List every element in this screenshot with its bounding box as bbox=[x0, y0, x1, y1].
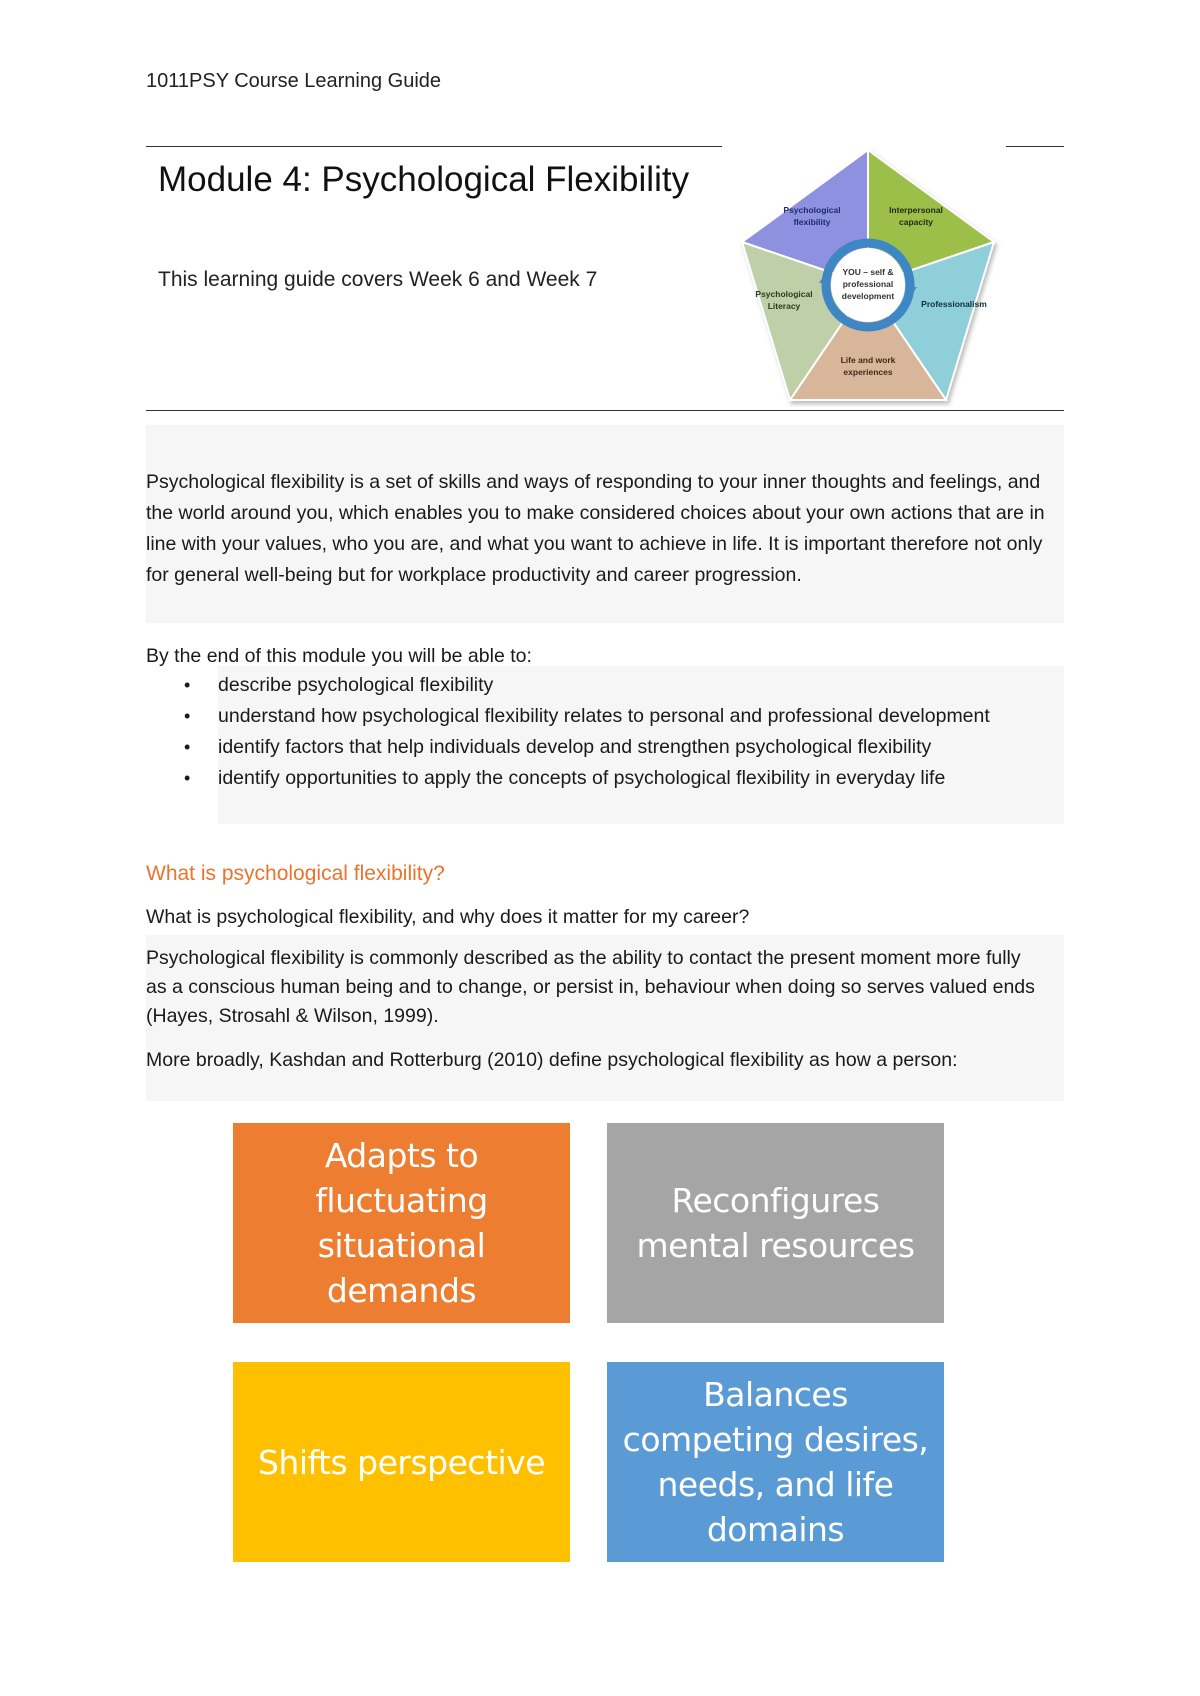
top-rule-right bbox=[1006, 146, 1064, 147]
box-balances: Balances competing desires, needs, and life domains bbox=[607, 1362, 944, 1562]
label-psychological-literacy-1: Psychological bbox=[755, 289, 813, 299]
label-psychological-flexibility-1: Psychological bbox=[783, 205, 841, 215]
label-life-work-2: experiences bbox=[843, 367, 893, 377]
label-life-work-1: Life and work bbox=[840, 355, 896, 365]
objectives-lead: By the end of this module you will be able to: bbox=[146, 645, 532, 667]
bullet-icon: • bbox=[184, 706, 191, 726]
label-interpersonal-capacity-1: Interpersonal bbox=[889, 205, 943, 215]
list-item: • identify opportunities to apply the concepts of psychological flexibility in everyday life bbox=[218, 763, 1063, 794]
list-item: • describe psychological flexibility bbox=[218, 670, 1063, 701]
center-label-3: development bbox=[841, 291, 895, 301]
running-header: 1011PSY Course Learning Guide bbox=[146, 70, 442, 92]
label-psychological-literacy-2: Literacy bbox=[767, 301, 801, 311]
section-heading: What is psychological flexibility? bbox=[146, 862, 445, 885]
bullet-icon: • bbox=[184, 675, 191, 695]
intro-paragraph: Psychological flexibility is a set of skills and ways of responding to your inner thoughts and feelings, and the world around you, which enables you to make considered choices about your own actions that are in line with your values, who you are, and what you want to achieve in life. It is important therefore not only for general well-being but for workplace productivity and career progression. bbox=[146, 471, 1045, 586]
section-question: What is psychological flexibility, and why does it matter for my career? bbox=[146, 906, 750, 928]
center-label-2: professional bbox=[842, 279, 894, 289]
label-professionalism: Professionalism bbox=[921, 299, 987, 309]
box-adapts: Adapts to fluctuating situational demands bbox=[233, 1123, 570, 1323]
top-rule-left bbox=[146, 146, 722, 147]
kashdan-paragraph: More broadly, Kashdan and Rotterburg (2010) define psychological flexibility as how a person: bbox=[146, 1049, 958, 1071]
box-shifts: Shifts perspective bbox=[233, 1362, 570, 1562]
development-pentagon-diagram bbox=[728, 145, 1008, 407]
box-reconfigures: Reconfigures mental resources bbox=[607, 1123, 944, 1323]
label-interpersonal-capacity-2: capacity bbox=[898, 217, 934, 227]
module-title: Module 4: Psychological Flexibility bbox=[158, 160, 690, 199]
list-item: • identify factors that help individuals develop and strengthen psychological flexibility bbox=[218, 732, 1063, 763]
module-subtitle: This learning guide covers Week 6 and Week 7 bbox=[158, 268, 598, 291]
bullet-icon: • bbox=[184, 768, 191, 788]
label-psychological-flexibility-2: flexibility bbox=[793, 217, 831, 227]
list-item: • understand how psychological flexibility relates to personal and professional development bbox=[218, 701, 1063, 732]
bullet-icon: • bbox=[184, 737, 191, 757]
title-bottom-rule bbox=[146, 410, 1064, 411]
center-label-1: YOU – self & bbox=[842, 267, 894, 277]
definition-paragraph: Psychological flexibility is commonly described as the ability to contact the present moment more fully as a conscious human being and to change, or persist in, behaviour when doing so serves valued ends (Hayes, Strosahl & Wilson, 1999). bbox=[146, 947, 1035, 1027]
objectives-list bbox=[184, 670, 1063, 794]
